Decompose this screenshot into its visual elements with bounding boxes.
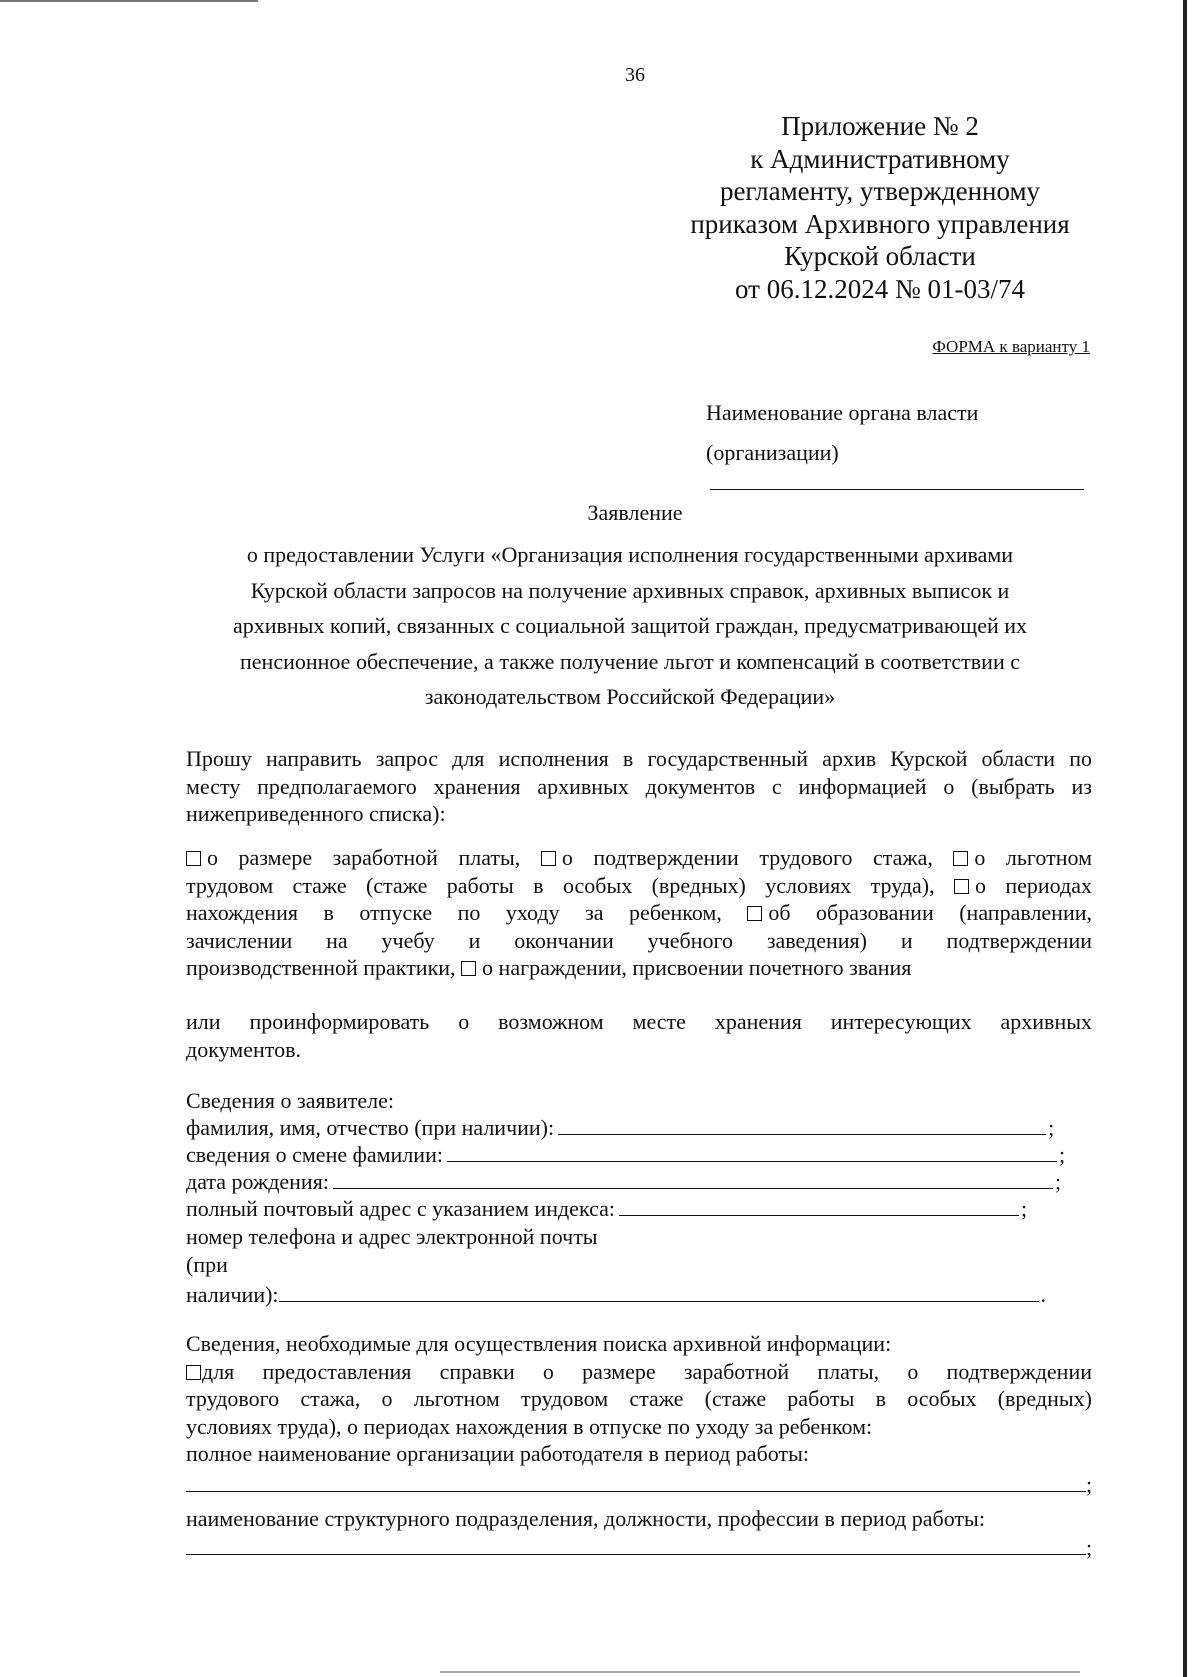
document-subtitle [190, 537, 1070, 715]
checkbox-work-experience[interactable] [541, 851, 556, 866]
contact-label-3: наличии): [186, 1282, 279, 1307]
option-work-experience: о подтверждении трудового стажа, [561, 845, 933, 870]
semicolon: ; [1058, 1142, 1066, 1167]
addressee-block [706, 393, 978, 473]
appendix-line: к Административному [750, 143, 1010, 174]
address-label: полный почтовый адрес с указанием индекса: [186, 1196, 615, 1221]
option-preferential: о льготном [974, 845, 1092, 870]
applicant-heading [186, 1087, 394, 1115]
full-name-row [186, 1114, 1054, 1142]
option-salary: о размере заработной платы, [207, 845, 521, 870]
appendix-header [690, 110, 1070, 305]
semicolon: ; [1086, 1535, 1093, 1560]
option-leave-periods-cont: нахождения в отпуске по уходу за ребенком, [186, 900, 722, 926]
checkbox-salary[interactable] [186, 851, 201, 866]
options-line-1 [186, 844, 1092, 872]
request-line: Прошу направить запрос для исполнения в государственный архив Курской области по [186, 746, 1092, 771]
options-line-5 [186, 954, 1092, 982]
option-leave-periods: о периодах [975, 872, 1093, 898]
full-name-field[interactable] [558, 1114, 1046, 1135]
search-item-line-2: трудового стажа, о льготном трудовом стаже (стаже работы в особых (вредных) [186, 1386, 1092, 1412]
page-number: 36 [625, 64, 645, 86]
department-label-row [186, 1505, 985, 1533]
birth-date-row [186, 1168, 1061, 1196]
checkbox-awards[interactable] [461, 961, 476, 976]
birth-date-field[interactable] [333, 1168, 1053, 1189]
semicolon: ; [1086, 1472, 1093, 1497]
checkbox-preferential[interactable] [953, 851, 968, 866]
address-field[interactable] [619, 1195, 1019, 1216]
period: . [1040, 1282, 1047, 1307]
addressee-fill-line [710, 489, 1084, 490]
address-row [186, 1195, 1027, 1223]
contact-label-1: номер телефона и адрес электронной почты [186, 1224, 598, 1249]
contact-row-2 [186, 1251, 228, 1279]
search-heading: Сведения, необходимые для осуществления поиска архивной информации: [186, 1331, 892, 1356]
contact-row-1 [186, 1223, 598, 1251]
appendix-line: Курской области [784, 241, 976, 271]
option-education-cont: производственной практики, [186, 955, 456, 981]
subtitle-line: законодательством Российской Федерации» [424, 684, 836, 709]
subtitle-line: о предоставлении Услуги «Организация исполнения государственными архивами [246, 542, 1014, 567]
department-label: наименование структурного подразделения, должности, профессии в период работы: [186, 1506, 985, 1531]
addressee-line-2: (организации) [706, 440, 839, 465]
options-line-3 [186, 899, 1092, 927]
employer-label: полное наименование организации работодателя в период работы: [186, 1441, 809, 1467]
appendix-line: Приложение № 2 [781, 111, 979, 141]
semicolon: ; [1048, 1115, 1055, 1140]
contact-row-3 [186, 1281, 1046, 1309]
department-field[interactable] [186, 1534, 1086, 1555]
subtitle-line: архивных копий, связанных с социальной защитой граждан, предусматривающей их [232, 613, 1028, 638]
name-change-field[interactable] [447, 1141, 1057, 1162]
options-line-2 [186, 872, 1092, 900]
employer-field[interactable] [186, 1471, 1086, 1492]
search-item-line-1 [186, 1358, 1092, 1386]
appendix-line: приказом Архивного управления [690, 208, 1070, 239]
options-line-4: зачислении на учебу и окончании учебного заведения) и подтверждении [186, 927, 1092, 953]
appendix-line: регламенту, утвержденному [719, 176, 1041, 206]
form-variant-label: ФОРМА к варианту 1 [932, 337, 1090, 356]
option-preferential-cont: трудовом стаже (стаже работы в особых (вредных) условиях труда), [186, 872, 935, 898]
inform-line: документов. [186, 1036, 301, 1062]
applicant-heading-text: Сведения о заявителе: [186, 1088, 395, 1113]
request-paragraph [186, 745, 1092, 828]
full-name-label: фамилия, имя, отчество (при наличии): [186, 1115, 555, 1140]
options-paragraph [186, 844, 1092, 982]
checkbox-salary-certificate[interactable] [186, 1365, 201, 1380]
scan-artifact-top [0, 0, 258, 2]
search-item-text-1: для предоставления справки о размере заработной платы, о подтверждении [202, 1358, 1092, 1384]
scan-artifact-bottom [440, 1671, 1080, 1673]
scan-artifact-right-edge [1183, 0, 1187, 1677]
request-line: нижеприведенного списка): [186, 801, 446, 827]
birth-date-label: дата рождения: [186, 1169, 329, 1194]
checkbox-education[interactable] [747, 906, 762, 921]
semicolon: ; [1054, 1169, 1062, 1194]
option-education: об образовании (направлении, [768, 900, 1093, 926]
addressee-line-1: Наименование органа власти [706, 400, 979, 425]
subtitle-line: пенсионное обеспечение, а также получение льгот и компенсаций в соответствии с [240, 648, 1020, 674]
employer-row [186, 1471, 1092, 1499]
inform-paragraph [186, 1008, 1092, 1063]
search-block [186, 1330, 1092, 1468]
search-item-line-3: условиях труда), о периодах нахождения в отпуске по уходу за ребенком: [186, 1413, 873, 1439]
department-row [186, 1534, 1092, 1562]
appendix-line: от 06.12.2024 № 01-03/74 [735, 273, 1025, 304]
request-line: месту предполагаемого хранения архивных документов с информацией о (выбрать из [186, 773, 1092, 799]
semicolon: ; [1021, 1196, 1028, 1221]
name-change-label: сведения о смене фамилии: [186, 1142, 443, 1167]
contact-label-2: (при [186, 1252, 228, 1277]
checkbox-leave-periods[interactable] [954, 879, 969, 894]
option-awards: о награждении, присвоении почетного звания [482, 955, 912, 981]
subtitle-line: Курской области запросов на получение архивных справок, архивных выписок и [250, 577, 1010, 603]
name-change-row [186, 1141, 1065, 1169]
inform-line: или проинформировать о возможном месте хранения интересующих архивных [186, 1009, 1092, 1034]
document-title: Заявление [587, 500, 683, 525]
contact-field[interactable] [279, 1281, 1039, 1302]
